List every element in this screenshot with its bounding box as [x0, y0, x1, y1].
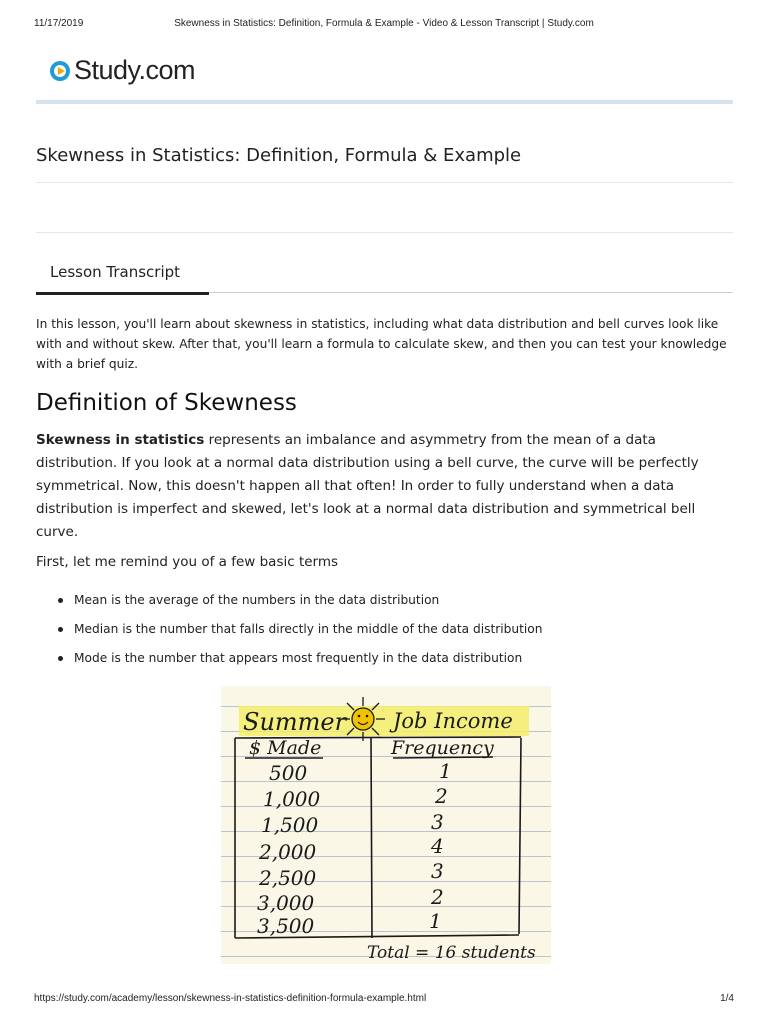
table-cell-made: 1,500	[261, 813, 319, 837]
tab-lesson-transcript[interactable]	[36, 262, 209, 295]
lesson-intro: In this lesson, you'll learn about skewness in statistics, including what data distribution and bell curves look like with and without skew. After that, you'll learn a formula to calculate skew, and then you can test your knowledge with a brief quiz.	[36, 317, 727, 371]
print-date: 11/17/2019	[34, 18, 84, 29]
table-cell-made: 500	[269, 761, 308, 785]
figure-title-left: Summer	[243, 708, 347, 736]
table-cell-freq: 2	[435, 784, 448, 808]
page-number: 1/4	[720, 993, 734, 1004]
table-cell-freq: 1	[429, 909, 442, 933]
terms-intro: First, let me remind you of a few basic terms	[36, 554, 339, 570]
logo-text: Study.com	[74, 55, 196, 85]
sun-icon	[341, 697, 385, 741]
table-cell-freq: 3	[431, 859, 444, 883]
column-header-frequency: Frequency	[391, 737, 494, 759]
print-doc-title: Skewness in Statistics: Definition, Formula & Example - Video & Lesson Transcript | Study.com	[174, 18, 594, 29]
figure-title-right: Job Income	[393, 709, 513, 733]
print-footer	[34, 993, 734, 1004]
table-cell-made: 2,500	[259, 866, 317, 890]
definition-paragraph	[36, 429, 733, 544]
list-item: Mean is the average of the numbers in the data distribution	[36, 592, 542, 621]
definition-text: represents an imbalance and asymmetry from the mean of a data distribution. If you look at a normal data distribution using a bell curve, the curve will be perfectly symmetrical. Now, this doesn't happen all that often! In order to fully understand when a data distribution is imperfect and skewed, let's look at a normal data distribution and symmetrical bell curve.	[36, 432, 699, 540]
section-heading: Definition of Skewness	[36, 390, 297, 416]
table-cell-made: 3,500	[257, 914, 315, 938]
table-cell-freq: 2	[431, 885, 444, 909]
table-cell-freq: 4	[431, 834, 444, 858]
table-cell-freq: 3	[431, 810, 444, 834]
summer-job-income-photo	[221, 686, 551, 964]
list-item: Median is the number that falls directly in the middle of the data distribution	[36, 621, 542, 650]
table-cell-made: 3,000	[257, 891, 315, 915]
title-divider	[36, 182, 733, 183]
column-header-made: $ Made	[249, 737, 322, 759]
handwritten-table	[221, 686, 551, 964]
table-cell-made: 1,000	[263, 787, 321, 811]
play-logo-icon	[50, 61, 70, 81]
definition-term: Skewness in statistics	[36, 432, 205, 448]
tab-divider	[209, 292, 733, 293]
table-rows	[257, 759, 452, 938]
section-divider	[36, 232, 733, 233]
lesson-title: Skewness in Statistics: Definition, Formula & Example	[36, 145, 522, 166]
table-cell-freq: 1	[439, 759, 452, 783]
list-item: Mode is the number that appears most frequently in the data distribution	[36, 650, 542, 679]
tab-lesson-transcript-label: Lesson Transcript	[50, 263, 181, 281]
header-divider	[36, 100, 733, 104]
table-cell-made: 2,000	[259, 840, 317, 864]
study-logo[interactable]	[50, 55, 195, 86]
print-url[interactable]: https://study.com/academy/lesson/skewness-in-statistics-definition-formula-example.html	[34, 993, 427, 1004]
terms-list	[36, 592, 542, 679]
figure-total: Total = 16 students	[367, 943, 536, 963]
